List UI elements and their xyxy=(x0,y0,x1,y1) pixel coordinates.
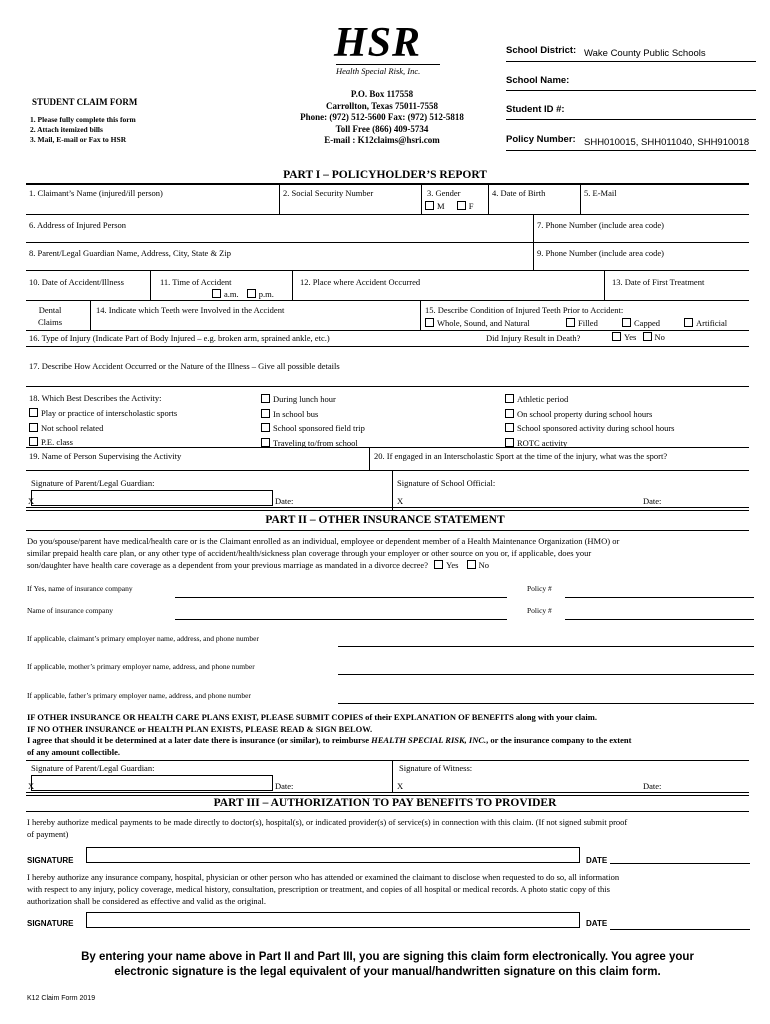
claimant-name-field[interactable]: 1. Claimant’s Name (injured/ill person) xyxy=(29,188,163,198)
teeth-condition-options xyxy=(425,318,530,328)
company-name: HEALTH SPECIAL RISK, INC. xyxy=(371,735,487,745)
guardian-phone-field[interactable]: 9. Phone Number (include area code) xyxy=(537,248,664,258)
activity-option xyxy=(505,421,674,436)
instruction-line xyxy=(27,735,631,747)
sig-date-label: Date: xyxy=(643,496,662,506)
activity-col3 xyxy=(505,392,674,450)
policy-number-label: Policy Number: xyxy=(506,134,576,145)
authorization-line: I hereby authorize medical payments to be made directly to doctor(s), hospital(s), or indicated provider(s) of service(s) in connection with this claim. (If not signed submit proof xyxy=(27,817,628,827)
form-title: STUDENT CLAIM FORM xyxy=(32,97,138,107)
activity-option-label: Play or practice of interscholastic sports xyxy=(41,408,178,418)
form-version: K12 Claim Form 2019 xyxy=(27,995,96,1002)
opt-label: Filled xyxy=(578,318,598,328)
address-line: Toll Free (866) 409-5734 xyxy=(335,123,429,134)
student-id-field[interactable] xyxy=(506,119,756,120)
date-label: DATE xyxy=(586,856,608,865)
opt-label: Capped xyxy=(634,318,660,328)
filled-checkbox[interactable] xyxy=(566,318,575,327)
accident-place-field[interactable]: 12. Place where Accident Occurred xyxy=(300,277,421,287)
sound-checkbox[interactable] xyxy=(425,318,434,327)
activity-col2 xyxy=(261,392,365,450)
activity-label: 18. Which Best Describes the Activity: xyxy=(29,393,162,403)
guardian-field[interactable]: 8. Parent/Legal Guardian Name, Address, City, State & Zip xyxy=(29,248,231,258)
claimant-employer-label: If applicable, claimant’s primary employer name, address, and phone number xyxy=(27,634,260,643)
pm-checkbox[interactable] xyxy=(247,289,256,298)
activity-checkbox[interactable] xyxy=(505,394,514,403)
accident-time-options xyxy=(212,289,274,299)
instruction-item: 3. Mail, E-mail or Fax to HSR xyxy=(30,135,127,144)
accident-time-label: 11. Time of Accident xyxy=(160,277,232,287)
accident-date-field[interactable]: 10. Date of Accident/Illness xyxy=(29,277,124,287)
policy-no-label: Policy # xyxy=(527,606,552,615)
email-field[interactable]: 5. E-Mail xyxy=(584,188,617,198)
mother-employer-field[interactable] xyxy=(338,674,754,675)
other-insurance-question xyxy=(27,535,749,571)
insurance-company-field[interactable] xyxy=(175,597,507,598)
address-injured-field[interactable]: 6. Address of Injured Person xyxy=(29,220,127,230)
gender-female-checkbox[interactable] xyxy=(457,201,466,210)
gender-male-checkbox[interactable] xyxy=(425,201,434,210)
sig-x: X xyxy=(397,781,404,791)
activity-option xyxy=(261,421,365,436)
witness-signature-label: Signature of Witness: xyxy=(399,763,473,773)
first-treatment-field[interactable]: 13. Date of First Treatment xyxy=(612,277,705,287)
gender-female-label: F xyxy=(468,201,474,211)
parent-signature-label: Signature of Parent/Legal Guardian: xyxy=(31,763,155,773)
father-employer-field[interactable] xyxy=(338,703,754,704)
dental-label-line: Dental xyxy=(38,305,62,315)
activity-option xyxy=(261,392,365,407)
activity-checkbox[interactable] xyxy=(29,437,38,446)
policy-no-2-field[interactable] xyxy=(565,619,754,620)
authorization-signature-box[interactable] xyxy=(86,847,580,863)
instruction-text: I agree that should it be determined at a later date there is insurance (or similar), to reimburse xyxy=(27,735,372,745)
authorization-date-field[interactable] xyxy=(610,863,750,864)
activity-checkbox[interactable] xyxy=(29,408,38,417)
pm-label: p.m. xyxy=(258,289,274,299)
release-line: I hereby authorize any insurance company, hospital, physician or other person who has attended or examined the claimant to disclose when requested to do so, all information xyxy=(27,872,620,882)
parent-signature-label: Signature of Parent/Legal Guardian: xyxy=(31,478,155,488)
father-employer-label: If applicable, father’s primary employer name, address, and phone number xyxy=(27,691,251,700)
injury-type-field[interactable]: 16. Type of Injury (Indicate Part of Body Injured – e.g. broken arm, sprained ankle, etc.) xyxy=(29,333,330,343)
address-block xyxy=(270,89,494,147)
death-question: Did Injury Result in Death? xyxy=(486,333,581,343)
instruction-text: , or the insurance company to the extent xyxy=(486,735,632,745)
dental-claims-label xyxy=(38,304,62,328)
address-line: E-mail : K12claims@hsri.com xyxy=(324,135,440,145)
policy-number-value[interactable]: SHH010015, SHH011040, SHH910018 xyxy=(584,137,750,148)
sig-date-label: Date: xyxy=(275,496,294,506)
am-label: a.m. xyxy=(224,289,239,299)
capped-option xyxy=(622,318,660,328)
part3-title: PART III – AUTHORIZATION TO PAY BENEFITS TO PROVIDER xyxy=(213,797,557,809)
instruction-line: IF NO OTHER INSURANCE or HEALTH PLAN EXISTS, PLEASE READ & SIGN BELOW. xyxy=(27,723,373,734)
activity-checkbox[interactable] xyxy=(261,394,270,403)
policy-no-field[interactable] xyxy=(565,597,754,598)
activity-checkbox[interactable] xyxy=(261,438,270,447)
student-id-label: Student ID #: xyxy=(506,104,565,115)
question-line: son/daughter have health care coverage as a dependent from your previous marriage as mandated in a divorce decree? xyxy=(27,560,428,570)
dob-field[interactable]: 4. Date of Birth xyxy=(492,188,546,198)
release-date-field[interactable] xyxy=(610,929,750,930)
gender-label: 3. Gender xyxy=(427,188,461,198)
activity-option-label: Not school related xyxy=(41,422,104,433)
release-line: authorization shall be considered as effective and valid as the original. xyxy=(27,896,266,906)
question-line: similar prepaid health care plan, or any other type of accident/health/sickness plan coverage through your employer or other source on you or, if applicable, does your xyxy=(27,548,592,558)
activity-option-label: ROTC activity xyxy=(517,437,568,448)
other-ins-yes-checkbox[interactable] xyxy=(434,560,443,569)
other-insurance-instructions xyxy=(27,712,631,758)
part1-title: PART I – POLICYHOLDER’S REPORT xyxy=(283,169,487,181)
address-line: P.O. Box 117558 xyxy=(350,89,414,99)
am-checkbox[interactable] xyxy=(212,289,221,298)
insurance-company-2-label: Name of insurance company xyxy=(27,606,114,615)
electronic-signature-notice xyxy=(26,950,749,980)
activity-option xyxy=(505,407,674,422)
sig-x: X xyxy=(28,496,35,506)
death-no-checkbox[interactable] xyxy=(643,332,652,341)
phone-field[interactable]: 7. Phone Number (include area code) xyxy=(537,220,664,230)
policy-no-label: Policy # xyxy=(527,584,552,593)
activity-checkbox[interactable] xyxy=(29,423,38,432)
hsr-logo xyxy=(334,22,444,82)
death-yes-checkbox[interactable] xyxy=(612,332,621,341)
date-label: DATE xyxy=(586,919,608,928)
sig-date-label: Date: xyxy=(643,781,662,791)
gender-options xyxy=(425,201,473,211)
opt-label: Whole, Sound, and Natural xyxy=(437,318,530,328)
records-release xyxy=(27,871,619,907)
activity-option xyxy=(261,407,365,422)
instruction-item: 2. Attach itemized bills xyxy=(30,125,103,134)
activity-option-label: In school bus xyxy=(273,408,319,419)
instruction-line: IF OTHER INSURANCE OR HEALTH CARE PLANS EXIST, PLEASE SUBMIT COPIES of their EXPLANATION OF BENEFITS along with your claim. xyxy=(27,712,597,722)
parent-signature-box[interactable] xyxy=(31,490,273,506)
other-ins-no-checkbox[interactable] xyxy=(467,560,476,569)
mother-employer-label: If applicable, mother’s primary employer name, address, and phone number xyxy=(27,662,255,671)
activity-col1 xyxy=(29,406,177,450)
question-line: Do you/spouse/parent have medical/health care or is the Claimant enrolled as an individual, employee or dependent member of a Health Maintenance Organization (HMO) or xyxy=(27,536,620,546)
part2-title: PART II – OTHER INSURANCE STATEMENT xyxy=(265,514,505,526)
school-name-label: School Name: xyxy=(506,75,570,86)
teeth-condition-label: 15. Describe Condition of Injured Teeth Prior to Accident: xyxy=(425,305,624,315)
hsr-logo-text: HSR xyxy=(334,20,422,66)
release-signature-box[interactable] xyxy=(86,912,580,928)
yes-label: Yes xyxy=(624,332,637,342)
sig-x: X xyxy=(28,781,35,791)
activity-option-label: On school property during school hours xyxy=(517,408,653,419)
instruction-line: of any amount collectible. xyxy=(27,746,121,757)
sport-field[interactable]: 20. If engaged in an Interscholastic Sport at the time of the injury, what was the sport? xyxy=(374,451,668,461)
school-district-value[interactable]: Wake County Public Schools xyxy=(584,48,706,59)
sig-date-label: Date: xyxy=(275,781,294,791)
opt-label: Artificial xyxy=(696,318,728,328)
insurance-company-label: If Yes, name of insurance company xyxy=(27,584,133,593)
insurance-company-2-field[interactable] xyxy=(175,619,507,620)
activity-option-label: Traveling to/from school xyxy=(273,437,358,448)
activity-option-label: Athletic period xyxy=(517,394,569,404)
ssn-field[interactable]: 2. Social Security Number xyxy=(283,188,374,198)
artificial-option xyxy=(684,318,727,328)
question-line-answers xyxy=(27,559,749,571)
no-label: No xyxy=(478,560,489,570)
claimant-employer-field[interactable] xyxy=(338,646,754,647)
activity-checkbox[interactable] xyxy=(261,423,270,432)
yes-label: Yes xyxy=(446,560,459,570)
instructions xyxy=(30,115,136,145)
parent-signature-box-2[interactable] xyxy=(31,775,273,791)
address-line: Phone: (972) 512-5600 Fax: (972) 512-5818 xyxy=(300,112,464,122)
hsr-logo-subtitle: Health Special Risk, Inc. xyxy=(336,66,421,76)
activity-option xyxy=(29,406,177,421)
activity-option xyxy=(505,392,674,407)
no-label: No xyxy=(654,332,665,342)
activity-checkbox[interactable] xyxy=(505,423,514,432)
teeth-involved-field[interactable]: 14. Indicate which Teeth were Involved in the Accident xyxy=(96,305,285,315)
school-district-label: School District: xyxy=(506,45,577,56)
activity-option-label: School sponsored activity during school hours xyxy=(517,423,675,433)
accident-description-field[interactable]: 17. Describe How Accident Occurred or the Nature of the Illness – Give all possible details xyxy=(29,361,340,371)
signature-label: SIGNATURE xyxy=(27,856,74,865)
activity-option-label: P.E. class xyxy=(41,437,73,447)
signature-label: SIGNATURE xyxy=(27,919,74,928)
authorization-line: of payment) xyxy=(27,829,69,839)
activity-checkbox[interactable] xyxy=(261,409,270,418)
capped-checkbox[interactable] xyxy=(622,318,631,327)
notice-line: By entering your name above in Part II and Part III, you are signing this claim form electronically. You agree your xyxy=(81,951,694,963)
activity-option xyxy=(29,421,177,436)
death-options xyxy=(612,332,665,342)
notice-line: electronic signature is the legal equivalent of your manual/handwritten signature on this claim form. xyxy=(114,966,661,978)
supervisor-field[interactable]: 19. Name of Person Supervising the Activity xyxy=(29,451,182,461)
instruction-item: 1. Please fully complete this form xyxy=(30,115,136,124)
activity-option-label: School sponsored field trip xyxy=(273,423,365,433)
artificial-checkbox[interactable] xyxy=(684,318,693,327)
activity-option-label: During lunch hour xyxy=(273,394,336,404)
dental-label-line: Claims xyxy=(38,317,63,327)
filled-option xyxy=(566,318,598,328)
payment-authorization xyxy=(27,816,627,840)
school-name-field[interactable] xyxy=(506,90,756,91)
address-line: Carrollton, Texas 75011-7558 xyxy=(325,100,439,111)
activity-checkbox[interactable] xyxy=(505,409,514,418)
official-signature-label: Signature of School Official: xyxy=(397,478,496,488)
sig-x: X xyxy=(397,496,404,506)
activity-checkbox[interactable] xyxy=(505,438,514,447)
release-line: with respect to any injury, policy coverage, medical history, consultation, prescription or treatment, and copies of all hospital or medical records. A photo static copy of this xyxy=(27,884,610,894)
gender-male-label: M xyxy=(437,201,445,211)
